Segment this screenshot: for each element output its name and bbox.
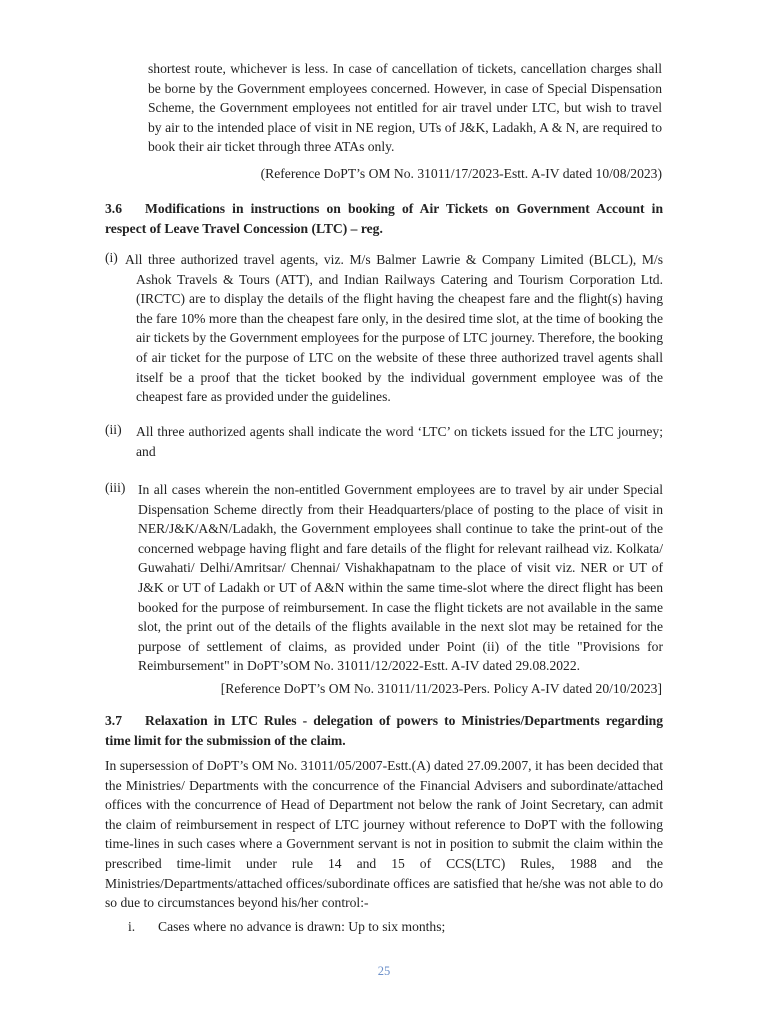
section-number: 3.7 xyxy=(105,713,122,728)
item-label: (ii) xyxy=(105,422,122,437)
reference-citation-1: (Reference DoPT’s OM No. 31011/17/2023-Estt. A-IV dated 10/08/2023) xyxy=(260,166,662,181)
section-number: 3.6 xyxy=(105,201,122,216)
item-text: All three authorized agents shall indicate the word ‘LTC’ on tickets issued for the LTC journey; and xyxy=(136,424,663,459)
item-text: In all cases wherein the non-entitled Government employees are to travel by air under Special Dispensation Scheme directly from their Headquarters/place of posting to the place of visit in NER/J&K/A&N/Ladakh, the Government employees shall continue to take the print-out of the concerned webpage having flight and fare details of the flight for relevant railhead viz. Kolkata/ Guwahati/ Delhi/Amritsar/ Chennai/ Vishakhapatnam to the place of visit viz. NER or UT of J&K or UT of Ladakh or UT of A&N within the same time-slot where the direct flight has been booked for the purpose of reimbursement. In case the flight tickets are not available in the same slot, the print out of the details of the flights available in the next slot may be retained for the purpose of settlement of claims, as provided under Point (ii) of the title "Provisions for Reimbursement" in DoPT’sOM No. 31011/12/2022-Estt. A-IV dated 29.08.2022. xyxy=(138,482,663,674)
item-label: (i) xyxy=(105,250,118,265)
list-item xyxy=(105,250,663,407)
section-3-7-paragraph: In supersession of DoPT’s OM No. 31011/05/2007-Estt.(A) dated 27.09.2007, it has been decided that the Ministries/ Departments with the concurrence of the Financial Advisers and subordinate/attached offices with the concurrence of Head of Department not below the rank of Joint Secretary, can admit the claim of reimbursement in respect of LTC journey without reference to DoPT with the following time-lines in such cases where a Government servant is not in position to submit the claim within the prescribed time-limit under rule 14 and 15 of CCS(LTC) Rules, 1988 and the Ministries/Departments/attached offices/subordinate offices are satisfied that he/she was not able to do so due to circumstances beyond his/her control:- xyxy=(105,758,663,911)
reference-citation-2: [Reference DoPT’s OM No. 31011/11/2023-Pers. Policy A-IV dated 20/10/2023] xyxy=(220,681,662,696)
intro-paragraph: shortest route, whichever is less. In case of cancellation of tickets, cancellation charges shall be borne by the Government employees concerned. However, in case of Special Dispensation Scheme, the Government employees not entitled for air travel under LTC, but wish to travel by air to the intended place of visit in NE region, UTs of J&K, Ladakh, A & N, are required to book their air ticket through three ATAs only. xyxy=(148,61,662,155)
list-item xyxy=(105,422,663,461)
list-item xyxy=(128,919,445,935)
page-number: 25 xyxy=(377,964,391,978)
section-3-7-heading xyxy=(105,711,663,750)
item-label: i. xyxy=(128,919,136,934)
section-title: Modifications in instructions on booking of Air Tickets on Government Account in respect of Leave Travel Concession (LTC) – reg. xyxy=(105,201,663,236)
list-item xyxy=(105,480,663,676)
item-label: (iii) xyxy=(105,480,126,495)
section-3-6-heading xyxy=(105,199,663,238)
section-title: Relaxation in LTC Rules - delegation of powers to Ministries/Departments regarding time limit for the submission of the claim. xyxy=(105,713,663,748)
item-text: Cases where no advance is drawn: Up to six months; xyxy=(158,919,446,934)
item-text: All three authorized travel agents, viz. M/s Balmer Lawrie & Company Limited (BLCL), M/s Ashok Travels & Tours (ATT), and Indian Railways Catering and Tourism Corporation Ltd. (IRCTC) are to display the details of the flight having the cheapest fare and the flight(s) having the fare 10% more than the cheapest fare only, in the desired time slot, at the time of booking the air tickets by the Government employees for the purpose of LTC journey. Therefore, the booking of air ticket for the purpose of LTC on the website of these three authorized travel agents shall itself be a proof that the ticket booked by the individual government employee was of the cheapest fare as provided under the guidelines. xyxy=(125,252,663,405)
